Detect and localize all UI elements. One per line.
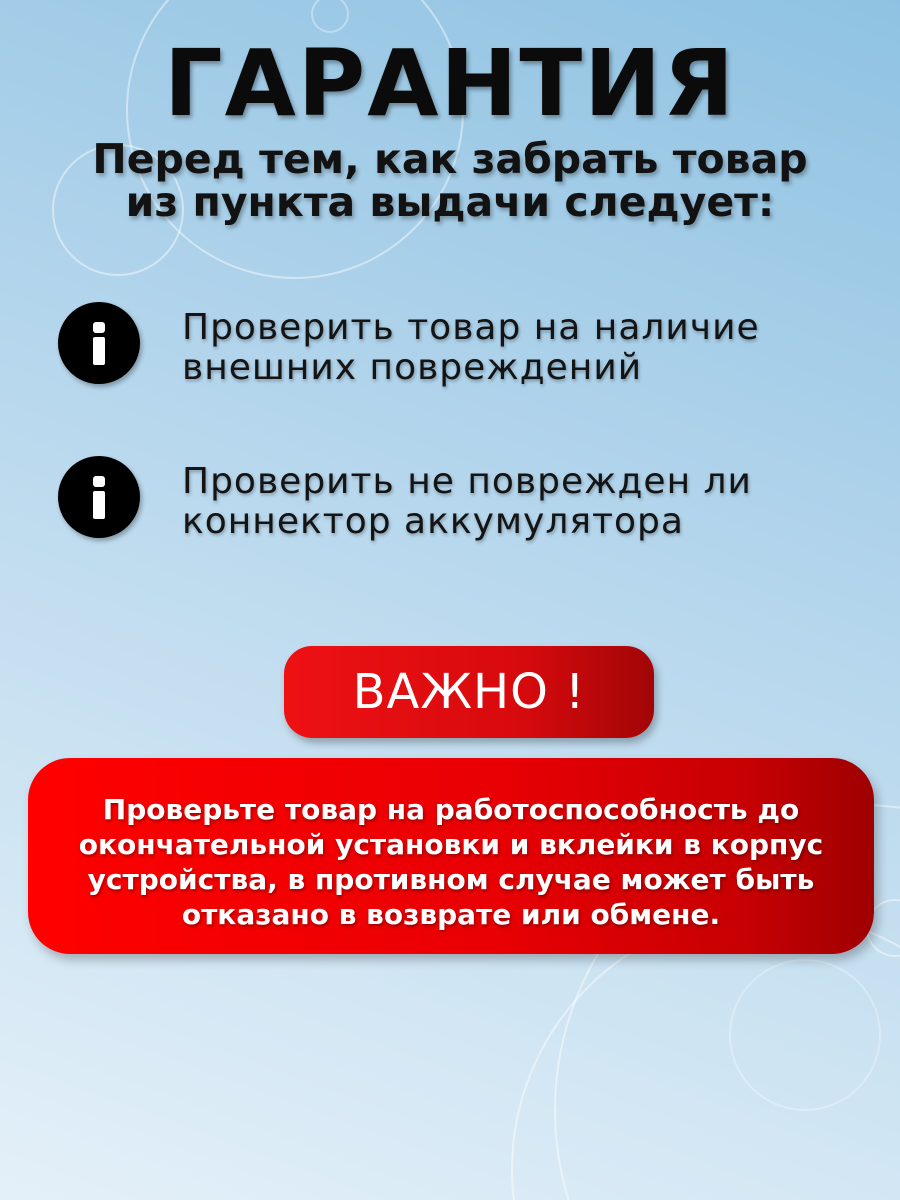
info-icon	[58, 456, 140, 538]
warning-box	[28, 758, 874, 954]
page-title: ГАРАНТИЯ	[163, 30, 737, 137]
checklist-item-text: Проверить товар на наличие внешних повреждений	[182, 307, 760, 388]
warning-text: Проверьте товар на работоспособность до окончательной установки и вклейки в корпус устройства, в противном случае может быть отказано в возврате или обмене.	[78, 793, 824, 931]
checklist-item-text: Проверить не поврежден ли коннектор аккумулятора	[182, 461, 752, 542]
page-subtitle: Перед тем, как забрать товар из пункта выдачи следует:	[92, 135, 808, 226]
info-icon	[58, 302, 140, 384]
checklist-item-battery-connector	[58, 456, 858, 540]
important-badge: ВАЖНО !	[284, 646, 654, 738]
checklist-item-external-damage	[58, 302, 858, 386]
